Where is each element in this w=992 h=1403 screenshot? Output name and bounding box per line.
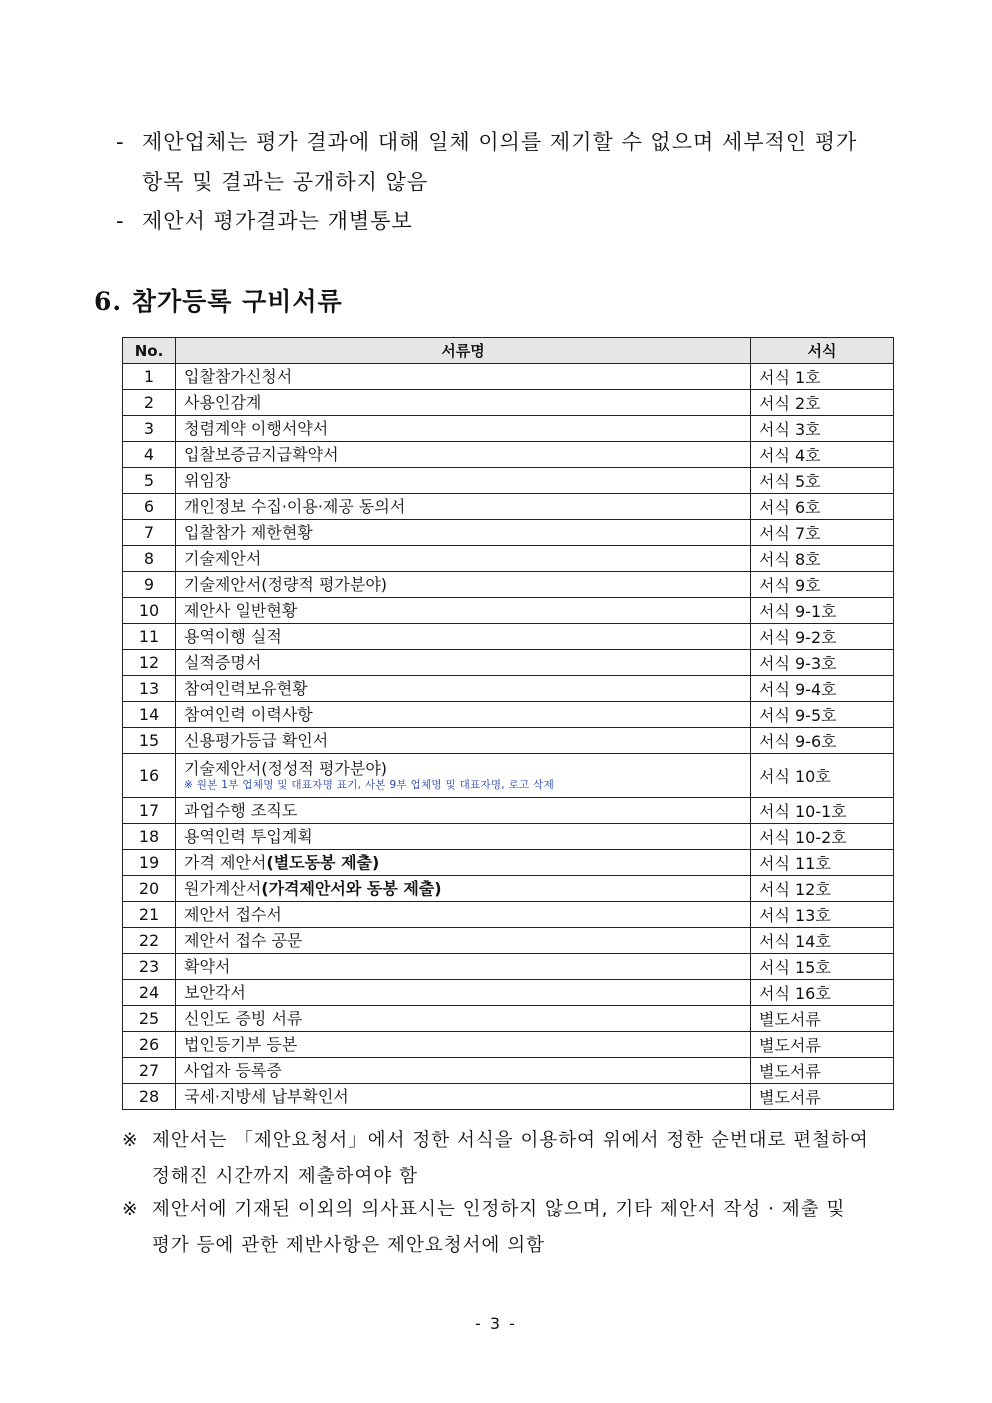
document-name-cell	[176, 1058, 751, 1084]
table-row	[123, 1006, 894, 1032]
document-name	[184, 575, 742, 595]
note-continuation: 평가 등에 관한 제반사항은 제안요청서에 의함	[152, 1235, 545, 1256]
document-name-text: 과업수행 조직도	[184, 800, 298, 820]
table-row	[123, 902, 894, 928]
form-number: 서식 12호	[751, 876, 894, 902]
document-name	[184, 393, 742, 413]
document-name-cell	[176, 754, 751, 798]
row-number: 7	[123, 520, 176, 546]
document-name	[184, 905, 742, 925]
table-header-row	[123, 338, 894, 364]
document-name-cell	[176, 416, 751, 442]
document-name-text: 제안서 접수 공문	[184, 930, 303, 950]
form-number: 서식 6호	[751, 494, 894, 520]
table-row	[123, 494, 894, 520]
header-name: 서류명	[176, 338, 751, 364]
row-number: 10	[123, 598, 176, 624]
form-number: 별도서류	[751, 1006, 894, 1032]
table-row	[123, 598, 894, 624]
row-number: 21	[123, 902, 176, 928]
table-row	[123, 1032, 894, 1058]
document-name	[184, 419, 742, 439]
row-number: 1	[123, 364, 176, 390]
document-name	[184, 931, 742, 951]
table-row	[123, 572, 894, 598]
row-number: 14	[123, 702, 176, 728]
document-name-cell	[176, 624, 751, 650]
table-body	[123, 364, 894, 1110]
row-number: 26	[123, 1032, 176, 1058]
row-number: 24	[123, 980, 176, 1006]
document-name-cell	[176, 1032, 751, 1058]
document-name-text: 위임장	[184, 470, 231, 490]
row-number: 19	[123, 850, 176, 876]
row-number: 15	[123, 728, 176, 754]
document-name-text: 참여인력보유현황	[184, 678, 308, 698]
document-name	[184, 759, 742, 779]
form-number: 서식 16호	[751, 980, 894, 1006]
row-number: 23	[123, 954, 176, 980]
document-note: ※ 원본 1부 업체명 및 대표자명 표기, 사본 9부 업체명 및 대표자명, 로고 삭제	[184, 779, 555, 791]
document-name-text: 사업자 등록증	[184, 1060, 282, 1080]
form-number: 서식 9-6호	[751, 728, 894, 754]
table-row	[123, 390, 894, 416]
document-name	[184, 601, 742, 621]
document-name-text: 가격 제안서	[184, 852, 267, 872]
document-name-cell	[176, 520, 751, 546]
document-name	[184, 653, 742, 673]
note-mark: ※	[122, 1130, 139, 1151]
document-name-cell	[176, 442, 751, 468]
document-name-cell	[176, 980, 751, 1006]
document-name-text: 기술제안서(정량적 평가분야)	[184, 574, 388, 594]
document-name-text: 입찰참가 제한현황	[184, 522, 313, 542]
form-number: 서식 7호	[751, 520, 894, 546]
document-name-text: 용역이행 실적	[184, 626, 282, 646]
table-row	[123, 676, 894, 702]
document-name-cell	[176, 798, 751, 824]
document-name	[184, 957, 742, 977]
document-name-text: 제안사 일반현황	[184, 600, 298, 620]
document-name-cell	[176, 390, 751, 416]
form-number: 서식 9-2호	[751, 624, 894, 650]
document-name	[184, 627, 742, 647]
document-name-cell	[176, 928, 751, 954]
form-number: 별도서류	[751, 1084, 894, 1110]
document-name	[184, 1009, 742, 1029]
document-name	[184, 497, 742, 517]
document-name-cell	[176, 598, 751, 624]
document-name-cell	[176, 1084, 751, 1110]
document-name	[184, 853, 742, 873]
form-number: 서식 5호	[751, 468, 894, 494]
document-name-text: 입찰참가신청서	[184, 366, 293, 386]
form-number: 서식 13호	[751, 902, 894, 928]
note-mark: ※	[122, 1199, 139, 1220]
document-name-cell	[176, 546, 751, 572]
document-name-cell	[176, 650, 751, 676]
form-number: 서식 1호	[751, 364, 894, 390]
table-row	[123, 442, 894, 468]
table-row	[123, 850, 894, 876]
table-row	[123, 954, 894, 980]
document-name-text: 실적증명서	[184, 652, 262, 672]
form-number: 서식 10-2호	[751, 824, 894, 850]
table-row	[123, 468, 894, 494]
footnote-1	[122, 1126, 869, 1188]
form-number: 별도서류	[751, 1058, 894, 1084]
document-name-text: 기술제안서	[184, 548, 262, 568]
document-name	[184, 983, 742, 1003]
form-number: 서식 3호	[751, 416, 894, 442]
table-row	[123, 1058, 894, 1084]
document-name-cell	[176, 572, 751, 598]
bullet-text: 제안서 평가결과는 개별통보	[142, 209, 413, 233]
form-number: 서식 9-5호	[751, 702, 894, 728]
document-name-cell	[176, 850, 751, 876]
bullet-item-1	[116, 126, 857, 156]
table-row	[123, 624, 894, 650]
document-name-cell	[176, 728, 751, 754]
section-heading: 6. 참가등록 구비서류	[94, 287, 343, 316]
document-name-text: 기술제안서(정성적 평가분야)	[184, 759, 388, 778]
document-name-emphasis: (별도동봉 제출)	[266, 852, 380, 872]
footnote-2	[122, 1195, 845, 1257]
table-row	[123, 798, 894, 824]
row-number: 9	[123, 572, 176, 598]
form-number: 서식 9-1호	[751, 598, 894, 624]
document-name	[184, 1087, 742, 1107]
document-name-text: 제안서 접수서	[184, 904, 282, 924]
document-name-text: 입찰보증금지급확약서	[184, 444, 339, 464]
table-row	[123, 728, 894, 754]
document-name-emphasis: (가격제안서와 동봉 제출)	[261, 878, 442, 898]
document-name-cell	[176, 824, 751, 850]
document-name-cell	[176, 468, 751, 494]
document-name	[184, 445, 742, 465]
row-number: 20	[123, 876, 176, 902]
document-name-cell	[176, 702, 751, 728]
form-number: 서식 14호	[751, 928, 894, 954]
row-number: 2	[123, 390, 176, 416]
document-name-text: 국세·지방세 납부확인서	[184, 1086, 349, 1106]
document-name	[184, 1061, 742, 1081]
row-number: 3	[123, 416, 176, 442]
document-name-text: 신인도 증빙 서류	[184, 1008, 303, 1028]
row-number: 27	[123, 1058, 176, 1084]
form-number: 별도서류	[751, 1032, 894, 1058]
document-name-text: 용역인력 투입계획	[184, 826, 313, 846]
document-name-cell	[176, 902, 751, 928]
document-name-text: 확약서	[184, 956, 231, 976]
document-name-cell	[176, 494, 751, 520]
document-name-text: 개인정보 수집·이용·제공 동의서	[184, 496, 406, 516]
row-number: 16	[123, 754, 176, 798]
document-name	[184, 549, 742, 569]
document-name	[184, 1035, 742, 1055]
document-name	[184, 879, 742, 899]
document-name	[184, 679, 742, 699]
form-number: 서식 4호	[751, 442, 894, 468]
row-number: 28	[123, 1084, 176, 1110]
document-name-cell	[176, 364, 751, 390]
row-number: 5	[123, 468, 176, 494]
row-number: 22	[123, 928, 176, 954]
document-name-text: 청렴계약 이행서약서	[184, 418, 329, 438]
table-row	[123, 980, 894, 1006]
bullet-item-2	[116, 205, 413, 235]
table-row	[123, 754, 894, 798]
document-name	[184, 471, 742, 491]
document-name-cell	[176, 876, 751, 902]
document-name-text: 법인등기부 등본	[184, 1034, 298, 1054]
table-row	[123, 650, 894, 676]
document-name-cell	[176, 954, 751, 980]
document-name-cell	[176, 676, 751, 702]
row-number: 17	[123, 798, 176, 824]
bullet-item-1-continuation: 항목 및 결과는 공개하지 않음	[142, 170, 429, 194]
table-row	[123, 520, 894, 546]
document-name	[184, 827, 742, 847]
table-row	[123, 1084, 894, 1110]
table-row	[123, 702, 894, 728]
document-name-cell	[176, 1006, 751, 1032]
document-name-text: 보안각서	[184, 982, 246, 1002]
document-name	[184, 523, 742, 543]
document-name-text: 원가계산서	[184, 878, 262, 898]
note-text: 제안서에 기재된 이외의 의사표시는 인정하지 않으며, 기타 제안서 작성 · 제출 및	[152, 1199, 846, 1220]
row-number: 12	[123, 650, 176, 676]
table-row	[123, 928, 894, 954]
row-number: 18	[123, 824, 176, 850]
form-number: 서식 10호	[751, 754, 894, 798]
page-number: - 3 -	[475, 1314, 517, 1333]
form-number: 서식 8호	[751, 546, 894, 572]
row-number: 6	[123, 494, 176, 520]
form-number: 서식 9호	[751, 572, 894, 598]
bullet-mark: -	[116, 130, 125, 154]
row-number: 8	[123, 546, 176, 572]
document-name	[184, 705, 742, 725]
form-number: 서식 15호	[751, 954, 894, 980]
documents-table	[122, 337, 894, 1110]
table-row	[123, 824, 894, 850]
document-name-text: 사용인감계	[184, 392, 262, 412]
row-number: 11	[123, 624, 176, 650]
table-row	[123, 876, 894, 902]
bullet-text: 제안업체는 평가 결과에 대해 일체 이의를 제기할 수 없으며 세부적인 평가	[142, 130, 858, 154]
form-number: 서식 9-3호	[751, 650, 894, 676]
row-number: 25	[123, 1006, 176, 1032]
bullet-mark: -	[116, 209, 125, 233]
header-no: No.	[123, 338, 176, 364]
table-row	[123, 364, 894, 390]
note-continuation: 정해진 시간까지 제출하여야 함	[152, 1166, 418, 1187]
table-row	[123, 416, 894, 442]
document-name	[184, 801, 742, 821]
table-row	[123, 546, 894, 572]
row-number: 4	[123, 442, 176, 468]
header-form: 서식	[751, 338, 894, 364]
note-text: 제안서는 「제안요청서」에서 정한 서식을 이용하여 위에서 정한 순번대로 편철하여	[152, 1130, 869, 1151]
form-number: 서식 2호	[751, 390, 894, 416]
document-name	[184, 367, 742, 387]
document-name-text: 신용평가등급 확인서	[184, 730, 329, 750]
row-number: 13	[123, 676, 176, 702]
document-name-text: 참여인력 이력사항	[184, 704, 313, 724]
document-name	[184, 731, 742, 751]
form-number: 서식 9-4호	[751, 676, 894, 702]
form-number: 서식 11호	[751, 850, 894, 876]
form-number: 서식 10-1호	[751, 798, 894, 824]
